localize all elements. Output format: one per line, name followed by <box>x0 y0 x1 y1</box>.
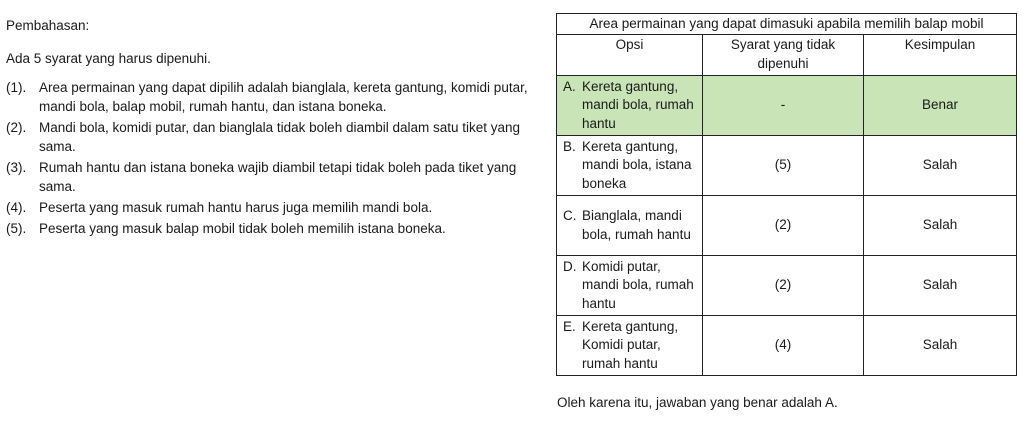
option-text: Komidi putar, mandi bola, rumah hantu <box>582 258 694 311</box>
column-header-conclusion: Kesimpulan <box>864 35 1017 76</box>
table-header-row <box>557 35 1017 76</box>
conclusion-cell: Salah <box>864 316 1017 376</box>
conclusion-cell: Benar <box>864 76 1017 136</box>
explanation-intro: Ada 5 syarat yang harus dipenuhi. <box>6 51 211 66</box>
rule-number: (5). <box>6 221 27 236</box>
option-letter: D. <box>563 258 577 274</box>
option-cell <box>557 136 703 196</box>
unmet-cell: (4) <box>703 316 864 376</box>
rule-number: (1). <box>6 80 27 95</box>
rule-text: Peserta yang masuk rumah hantu harus juga memilih mandi bola. <box>39 200 433 215</box>
option-cell <box>557 196 703 256</box>
conclusion-cell: Salah <box>864 196 1017 256</box>
option-cell <box>557 76 703 136</box>
rule-text: Area permainan yang dapat dipilih adalah bianglala, kereta gantung, komidi putar, mandi bola, balap mobil, rumah hantu, dan istana boneka. <box>39 80 528 114</box>
option-text: Kereta gantung, Komidi putar, rumah hantu <box>582 318 679 371</box>
option-text: Kereta gantung, mandi bola, rumah hantu <box>582 78 694 131</box>
option-text: Kereta gantung, mandi bola, istana boneka <box>582 138 692 191</box>
rule-item-2 <box>6 118 546 156</box>
column-header-option: Opsi <box>557 35 703 76</box>
rule-number: (2). <box>6 120 27 135</box>
option-letter: E. <box>563 318 576 334</box>
table-row-a <box>557 76 1017 136</box>
table-row-b <box>557 136 1017 196</box>
rule-text: Mandi bola, komidi putar, dan bianglala tidak boleh diambil dalam satu tiket yang sama. <box>39 120 521 154</box>
rules-list <box>6 78 546 238</box>
conclusion-cell: Salah <box>864 136 1017 196</box>
column-header-unmet: Syarat yang tidak dipenuhi <box>703 35 864 76</box>
unmet-cell: - <box>703 76 864 136</box>
option-letter: C. <box>563 208 577 223</box>
options-table-container <box>556 13 1016 376</box>
unmet-cell: (2) <box>703 196 864 256</box>
table-row-e <box>557 316 1017 376</box>
rule-number: (4). <box>6 200 27 215</box>
rule-item-3 <box>6 158 546 196</box>
table-caption-row <box>557 14 1017 35</box>
option-letter: A. <box>563 78 576 94</box>
explanation-panel <box>6 16 546 240</box>
rule-text: Rumah hantu dan istana boneka wajib diambil tetapi tidak boleh pada tiket yang sama. <box>39 160 517 194</box>
unmet-cell: (2) <box>703 256 864 316</box>
final-conclusion: Oleh karena itu, jawaban yang benar adalah A. <box>557 395 838 410</box>
rule-item-5 <box>6 219 546 238</box>
option-cell <box>557 256 703 316</box>
rule-item-1 <box>6 78 546 116</box>
table-caption: Area permainan yang dapat dimasuki apabila memilih balap mobil <box>557 14 1017 35</box>
rule-number: (3). <box>6 160 27 175</box>
conclusion-cell: Salah <box>864 256 1017 316</box>
explanation-heading: Pembahasan: <box>6 18 90 33</box>
table-row-d <box>557 256 1017 316</box>
unmet-cell: (5) <box>703 136 864 196</box>
rule-item-4 <box>6 198 546 217</box>
option-letter: B. <box>563 138 576 154</box>
rule-text: Peserta yang masuk balap mobil tidak boleh memilih istana boneka. <box>39 221 446 236</box>
option-cell <box>557 316 703 376</box>
option-text: Bianglala, mandi bola, rumah hantu <box>582 208 691 242</box>
options-table <box>556 13 1017 376</box>
table-row-c <box>557 196 1017 256</box>
